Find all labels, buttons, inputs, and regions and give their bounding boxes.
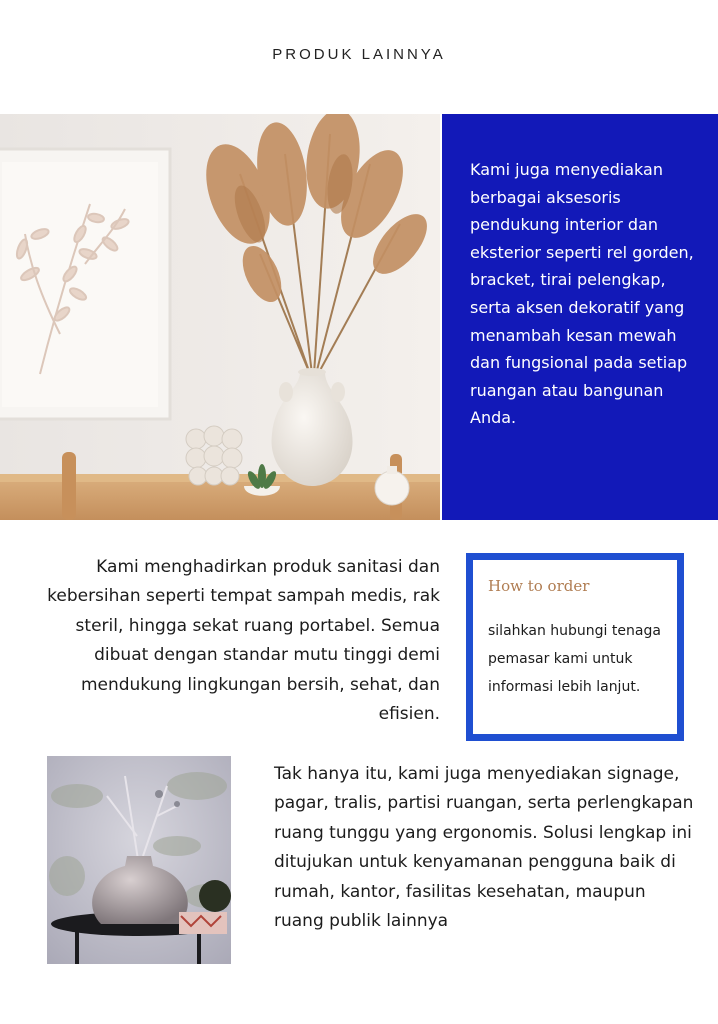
ceramic-vase-photo <box>47 756 231 964</box>
accessories-description: Kami juga menyediakan berbagai aksesoris pendukung interior dan eksterior seperti rel gorden, bracket, tirai pelengkap, serta aksen dekoratif yang menambah kesan mewah dan fungsional pada setiap ruangan atau bangunan Anda. <box>470 160 694 428</box>
signage-description: Tak hanya itu, kami juga menyediakan signage, pagar, tralis, partisi ruangan, serta perlengkapan ruang tunggu yang ergonomis. Solusi lengkap ini ditujukan untuk kenyamanan pengguna baik di rumah, kantor, fasilitas kesehatan, maupun ruang publik lainnya <box>274 764 694 932</box>
how-to-order-body: silahkan hubungi tenaga pemasar kami untuk informasi lebih lanjut. <box>488 623 661 695</box>
interior-vase-photo <box>0 114 440 520</box>
page-title: PRODUK LAINNYA <box>272 46 446 63</box>
how-to-order-title: How to order <box>488 577 590 595</box>
how-to-order-box <box>466 553 684 741</box>
sanitation-description: Kami menghadirkan produk sanitasi dan kebersihan seperti tempat sampah medis, rak steril, hingga sekat ruang portabel. Semua dibuat dengan standar mutu tinggi demi mendukung lingkungan bersih, sehat, dan efisien. <box>47 557 440 725</box>
